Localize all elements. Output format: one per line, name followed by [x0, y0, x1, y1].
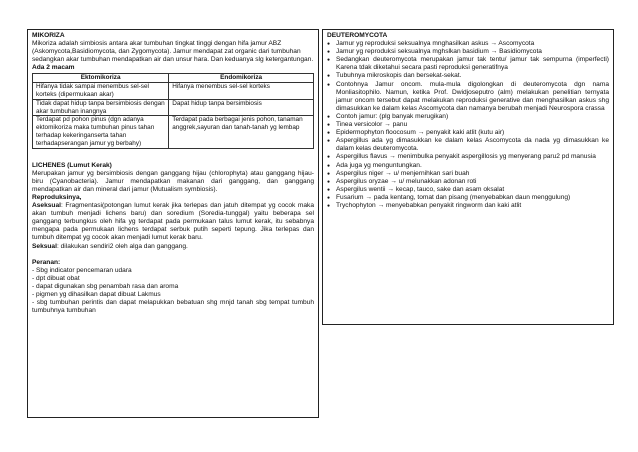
table-header-row	[33, 74, 314, 83]
item-result: pada kentang, tomat dan pisang (menyebabkan daun menggulung)	[371, 193, 571, 201]
peranan-item: - Sbg indicator pencemaran udara	[32, 266, 132, 274]
lichenes-paragraph: Merupakan jamur yg bersimbiosis dengan ganggang hijau (chlorophyta) atau ganggang hijau-biru (Cyanobacteria). Jamur mendapatkan makanan dari ganggang, dan ganggang mendapatkan air dan mineral dari jamur (Mutualism symbiosis).	[32, 169, 314, 193]
list-item	[336, 40, 609, 48]
item-text: Aspergilus niger	[336, 169, 384, 177]
list-item	[336, 121, 609, 129]
list-item	[336, 56, 609, 72]
list-item	[336, 186, 609, 194]
ada-2-macam-label: Ada 2 macam	[32, 64, 75, 72]
item-text: Tinea versicolor	[336, 121, 383, 129]
deuteromycota-list	[327, 40, 609, 210]
arrow-icon: →	[365, 193, 372, 201]
seksual-text: : dilakukan sendiri2 oleh alga dan ganggang.	[56, 242, 188, 250]
mikoriza-title: MIKORIZA	[32, 32, 65, 39]
item-result: penyakit kaki atlit (kutu air)	[424, 129, 505, 137]
item-text: Jamur yg reproduksi seksualnya mghslkan basidium	[336, 48, 489, 56]
item-text: Jamur yg reproduksi seksualnya mnghasilkan askus	[336, 40, 489, 48]
peranan-item: - pigmen yg dihasilkan dapat dibuat Lakmus	[32, 291, 161, 299]
aseksual-paragraph	[32, 202, 314, 242]
item-text: Fusarium	[336, 193, 364, 201]
item-result: panu	[390, 121, 408, 129]
list-item	[336, 170, 609, 178]
arrow-icon: →	[490, 40, 497, 48]
item-text: Aspergillus ada yg dimasukkan ke dalam kelas Ascomycota da nada yg dimasukkan ke dalam kelas deuteromycota.	[336, 137, 609, 153]
item-text: Ada juga yg menguntungkan.	[336, 161, 422, 169]
mikoriza-paragraph: Mikoriza adalah simbiosis antara akar tumbuhan tingkat tinggi dengan hifa jamur ABZ (Askomycota,Basidiomycota, dan Zygomycota). Jamur mendapat zat organic dari tumbuhan sedangkan akar tumbuhan mendapatkan air dan unsur hara. Dan keduanya slg ketergantungan.	[32, 40, 314, 64]
item-result: Basidiomycota	[497, 48, 542, 56]
item-text: Contoh jamur: (plg banyak merugikan)	[336, 112, 449, 120]
item-result: u/ menjernihkan sari buah	[391, 169, 470, 177]
list-item	[336, 178, 609, 186]
deuteromycota-panel	[322, 29, 614, 325]
list-item	[336, 194, 609, 202]
table-row	[33, 83, 314, 100]
table-cell: Dapat hidup tanpa bersimbiosis	[169, 99, 314, 116]
arrow-icon: →	[384, 121, 391, 129]
list-item	[336, 81, 609, 113]
spacer	[32, 154, 314, 162]
arrow-icon: →	[385, 169, 392, 177]
arrow-icon: →	[387, 185, 394, 193]
item-text: Aspergilus oryzae	[336, 177, 389, 185]
mikoriza-table	[32, 73, 314, 148]
seksual-label: Seksual	[32, 242, 57, 250]
table-cell: Terdapat pada berbagai jenis pohon, tanaman anggrek,sayuran dan tanah-tanah yg lembap	[169, 116, 314, 148]
arrow-icon: →	[417, 129, 425, 137]
table-row	[33, 116, 314, 148]
list-item	[336, 202, 609, 210]
item-result: Ascomycota	[496, 40, 535, 48]
table-cell: Tidak dapat hidup tanpa bersimbiosis dengan akar tumbuhan inangnya	[33, 99, 169, 116]
list-item	[336, 137, 609, 153]
arrow-icon: →	[377, 201, 385, 209]
arrow-icon: →	[389, 153, 396, 161]
item-text: Sedangkan deuteromycota merupakan jamur tak tentu/ jamur tak sempurna (imperfecti) Karena tdak diketahui secara pasti reproduksi generatifnya	[336, 56, 609, 72]
arrow-icon: →	[390, 177, 397, 185]
seksual-paragraph	[32, 243, 314, 251]
mikoriza-lichenes-panel	[27, 29, 319, 418]
peranan-title: Peranan:	[32, 258, 61, 266]
peranan-item: - sbg tumbuhan perintis dan dapat melapukkan bebatuan shg mnjd tanah sbg tempat tumbuh tumbuhnya tumbuhan	[32, 299, 314, 315]
list-item	[336, 113, 609, 121]
table-cell: Hifanya menembus sel-sel korteks	[169, 83, 314, 100]
list-item	[336, 48, 609, 56]
item-result: u/ melunakkan adonan roti	[396, 177, 477, 185]
spacer	[32, 251, 314, 259]
item-text: Contohnya Jamur oncom. mula-mula digolongkan di deuteromycota dgn nama Monliasitophilo. Namun, ketika Prof. Dwidjoseputro (alm) melakukan penelitian ternyata jamur oncom tersebut dapat melakukan reproduksi generative dan menghasilkan askus shg dimasukkan ke dalam kelas Ascomycota dan namanya berubah menjadi Neurospora crassa	[336, 80, 609, 112]
table-cell: Hifanya tidak sampai menembus sel-sel korteks (dipermukaan akar)	[33, 83, 169, 100]
list-item	[336, 162, 609, 170]
list-item	[336, 72, 609, 80]
peranan-item: - dpt dibuat obat	[32, 274, 80, 282]
lichenes-title: LICHENES (Lumut Kerak)	[32, 161, 112, 169]
item-result: menyebabkan penyakit ringworm dan kaki atlit	[384, 201, 522, 209]
reproduksi-title: Reproduksinya,	[32, 194, 82, 202]
item-text: Aspergilus wentii	[336, 185, 386, 193]
item-result: kecap, tauco, sake dan asam oksalat	[393, 185, 505, 193]
table-cell: Terdapat pd pohon pinus (dgn adanya ektomikoriza maka tumbuhan pinus tahan terhadap kekeringanserta tahan terhadapserangan jamur yg berbahy)	[33, 116, 169, 148]
arrow-icon: →	[490, 48, 498, 56]
aseksual-label: Aseksual	[32, 202, 61, 210]
item-text: Trychophyton	[336, 201, 376, 209]
item-text: Epidermophyton floocosum	[336, 129, 416, 137]
item-result: menimbulka penyakit aspergillosis yg menyerang paru2 pd manusia	[395, 153, 596, 161]
table-header-ekto: Ektomikoriza	[33, 74, 169, 83]
peranan-item: - dapat digunakan sbg penambah rasa dan aroma	[32, 282, 179, 290]
item-text: Tubuhnya mikroskopis dan bersekat-sekat.	[336, 72, 462, 80]
aseksual-text: : Fragmentasi(potongan lumut kerak jika terlepas dan jatuh ditempat yg cocok maka akan tumbuh menjadi lichens baru) dan soredium (Soredia-tunggal) yaitu beberapa sel ganggang terbungkus oleh hifa yg terdapat pada permukaan talus lumut kerak, itu sebabnya mengapa pada permukaan lichens terdapat serbuk putih seperti tepung. Jika terlepas dan tumbuh ditempat yg cocok akan menjadi lumut kerak baru.	[32, 202, 314, 242]
deuteromycota-title: DEUTEROMYCOTA	[327, 32, 388, 39]
table-header-endo: Endomikoriza	[169, 74, 314, 83]
item-text: Aspergillus flavus	[336, 153, 388, 161]
table-row	[33, 99, 314, 116]
list-item	[336, 129, 609, 137]
list-item	[336, 153, 609, 161]
